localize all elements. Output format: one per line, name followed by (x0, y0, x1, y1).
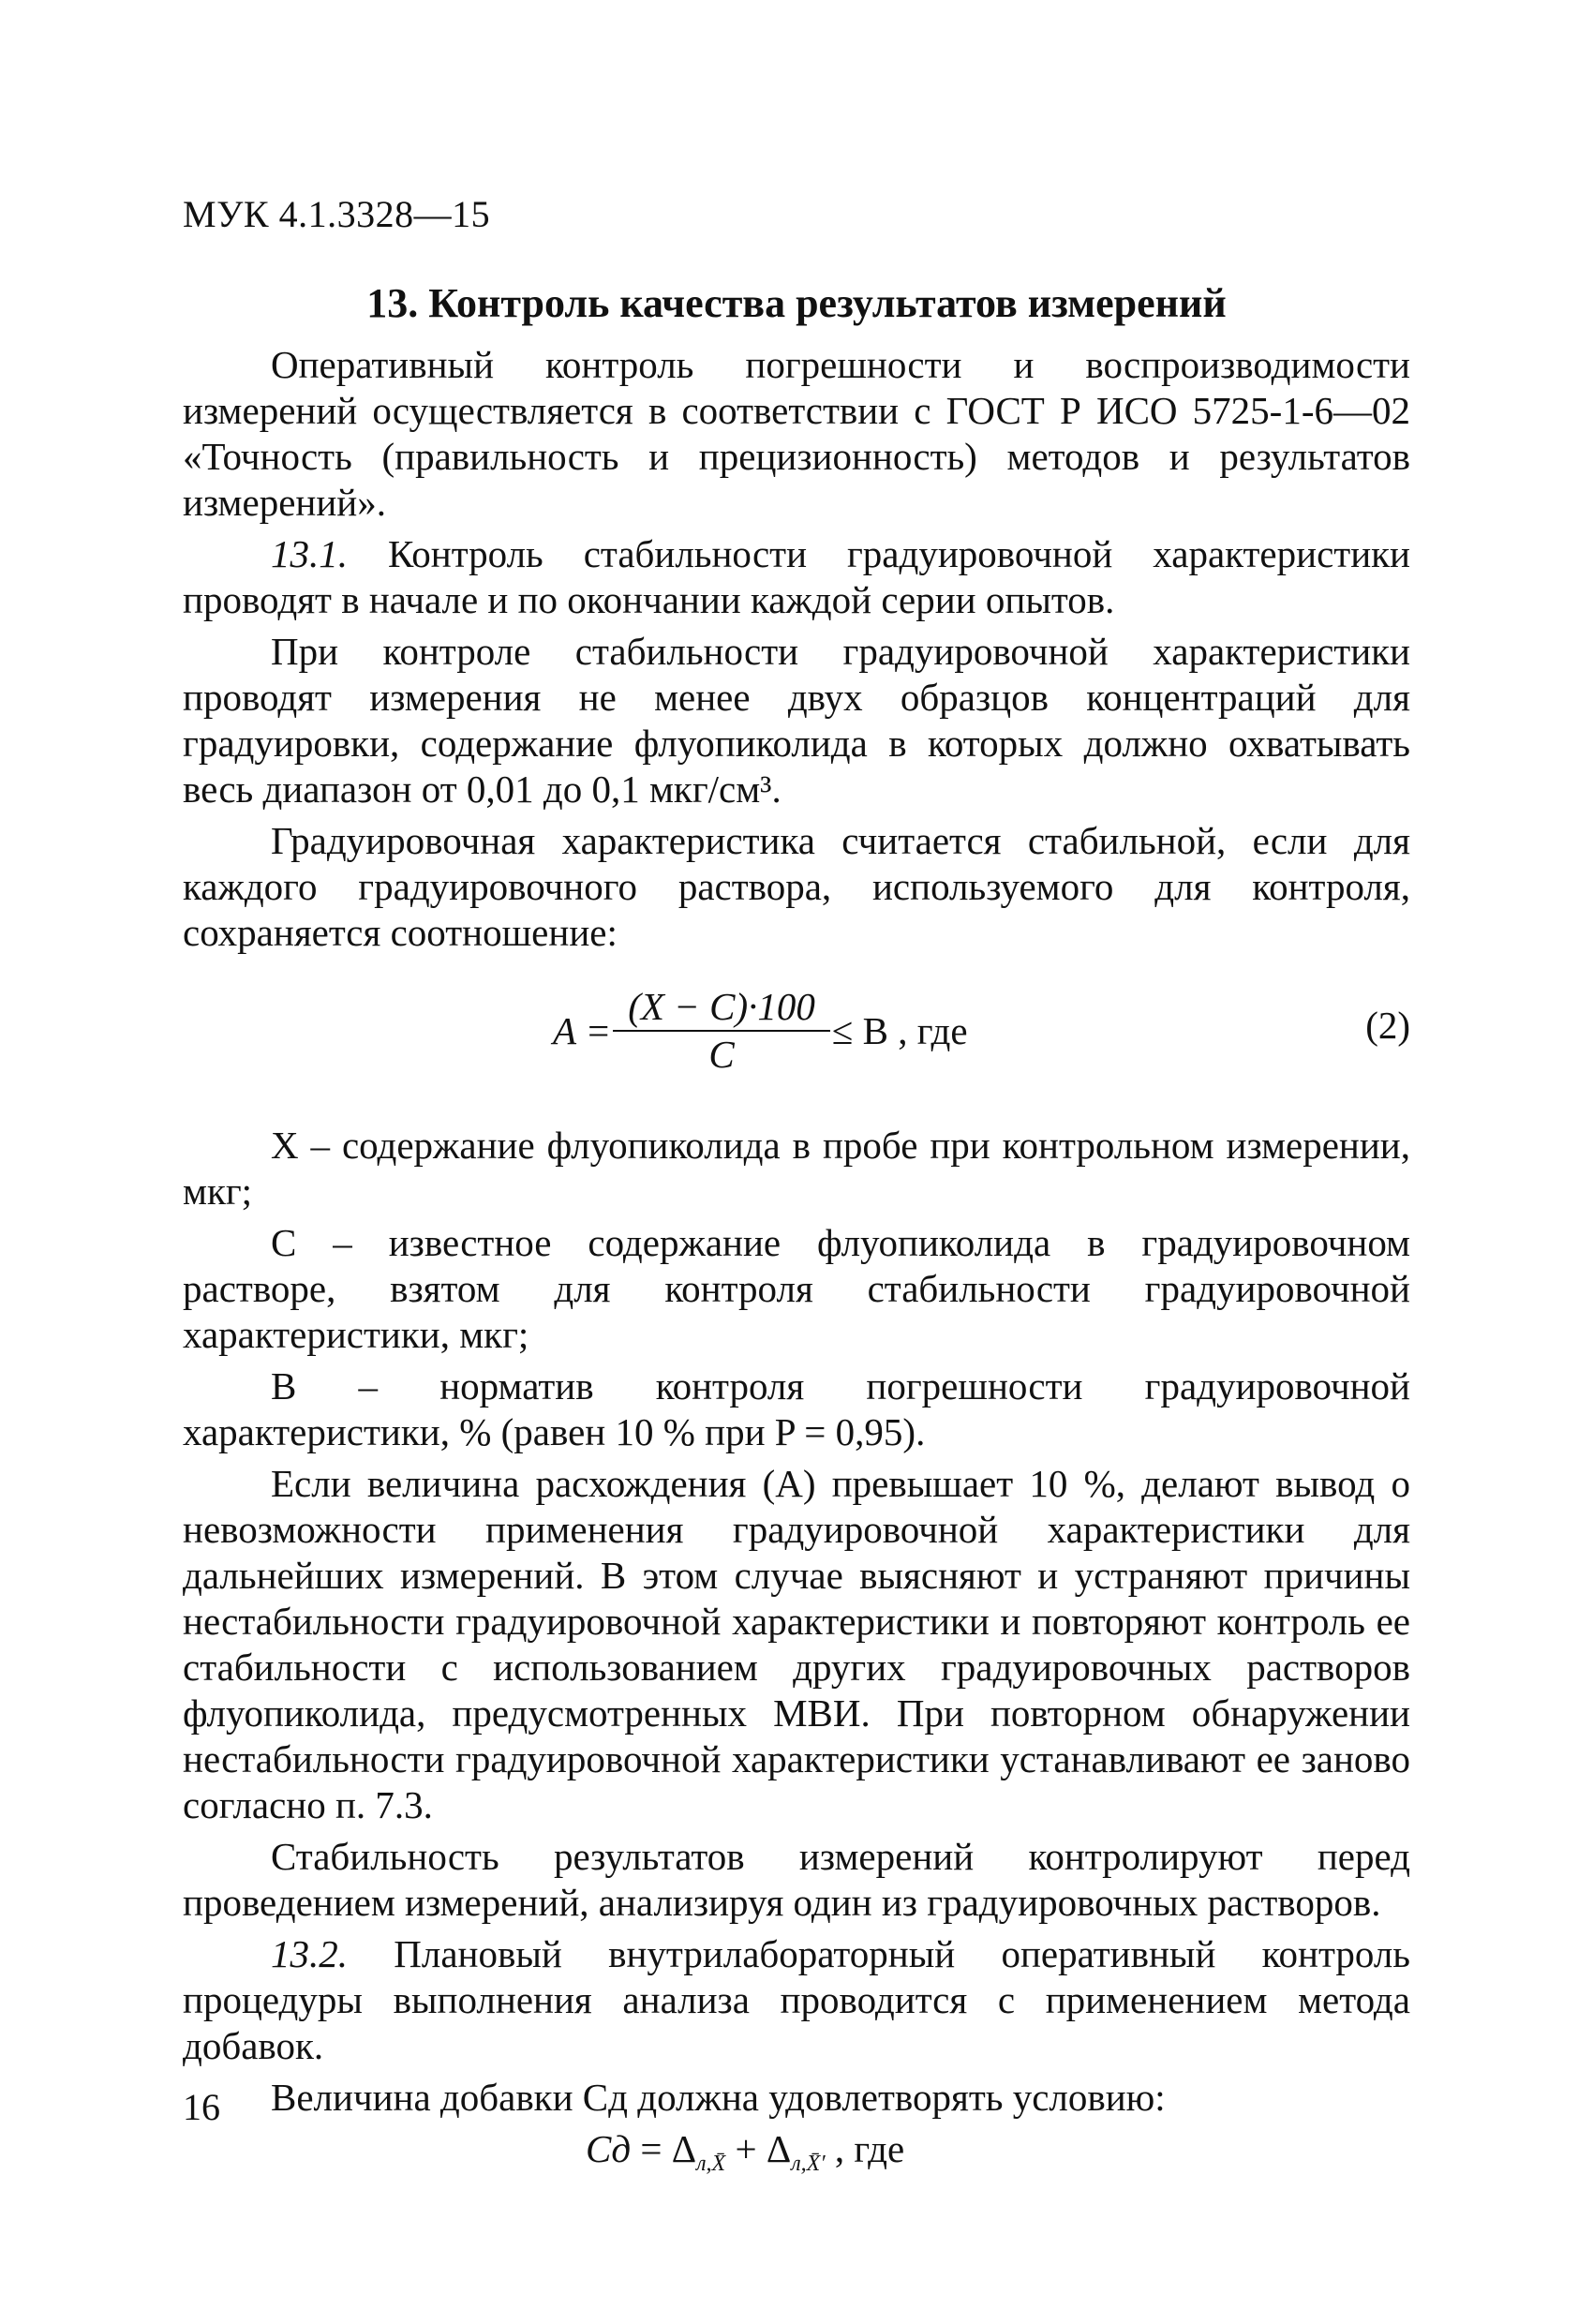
formula-addition (183, 2126, 1410, 2192)
formula-number: (2) (1365, 1004, 1410, 1047)
paragraph-addition: Величина добавки Cд должна удовлетворять условию: (271, 2076, 1166, 2119)
clause-number: 13.2. (271, 1932, 348, 1975)
formula-denominator: C (613, 1030, 830, 1078)
formula2-sub1: л,X̄ (696, 2152, 726, 2177)
formula2-eq: = Δ (640, 2127, 697, 2170)
page-number: 16 (183, 2086, 220, 2128)
formula2-plus: + Δ (735, 2127, 792, 2170)
body-text (183, 342, 1410, 2192)
formula2-tail: , где (834, 2127, 905, 2170)
definition-x: X – содержание флуопиколида в пробе при контрольном измерении, мкг; (183, 1124, 1410, 1213)
formula-2 (183, 965, 1410, 1096)
formula-fraction (620, 984, 823, 1078)
formula2-lhs: Cд (586, 2127, 632, 2170)
paragraph-results-stability: Стабильность результатов измерений контролируют перед проведением измерений, анализируя один из градуировочных растворов. (183, 1835, 1410, 1924)
formula-numerator: (X − C)·100 (628, 985, 815, 1028)
formula-lhs: A = (553, 1008, 612, 1052)
clause-text: Плановый внутрилабораторный оперативный контроль процедуры выполнения анализа проводится с применением метода добавок. (183, 1932, 1410, 2067)
clause-text: Контроль стабильности градуировочной характеристики проводят в начале и по окончании каждой серии опытов. (183, 532, 1410, 621)
formula-rhs: ≤ B , где (831, 1008, 968, 1052)
paragraph-stability: Градуировочная характеристика считается стабильной, если для каждого градуировочного раствора, используемого для контроля, сохраняется соотношение: (183, 819, 1410, 954)
paragraph-intro: Оперативный контроль погрешности и воспроизводимости измерений осуществляется в соответствии с ГОСТ Р ИСО 5725-1-6—02 «Точность (правильность и прецизионность) методов и результатов измерений». (183, 343, 1410, 524)
paragraph-control: При контроле стабильности градуировочной характеристики проводят измерения не менее двух образцов концентраций для градуировки, содержание флуопиколида в которых должно охватывать весь диапазон от 0,01 до 0,1 мкг/см³. (183, 630, 1410, 811)
clause-number: 13.1. (271, 532, 348, 575)
definition-c: C – известное содержание флуопиколида в градуировочном растворе, взятом для контроля стабильности градуировочной характеристики, мкг; (183, 1221, 1410, 1356)
section-title: 13. Контроль качества результатов измерений (366, 280, 1227, 326)
formula2-sub2: л,X̄′ (791, 2152, 826, 2177)
paragraph-13-1 (183, 531, 1410, 623)
definition-b: B – норматив контроля погрешности градуировочной характеристики, % (равен 10 % при P = 0,95). (183, 1364, 1410, 1453)
document-code: МУК 4.1.3328—15 (183, 193, 491, 235)
paragraph-deviation: Если величина расхождения (A) превышает 10 %, делают вывод о невозможности применения градуировочной характеристики для дальнейших измерений. В этом случае выясняют и устраняют причины нестабильности градуировочной характеристики и повторяют контроль ее стабильности с использованием других градуировочных растворов флуопиколида, предусмотренных МВИ. При повторном обнаружении нестабильности градуировочной характеристики устанавливают ее заново согласно п. 7.3. (183, 1462, 1410, 1826)
paragraph-13-2 (183, 1931, 1410, 2069)
